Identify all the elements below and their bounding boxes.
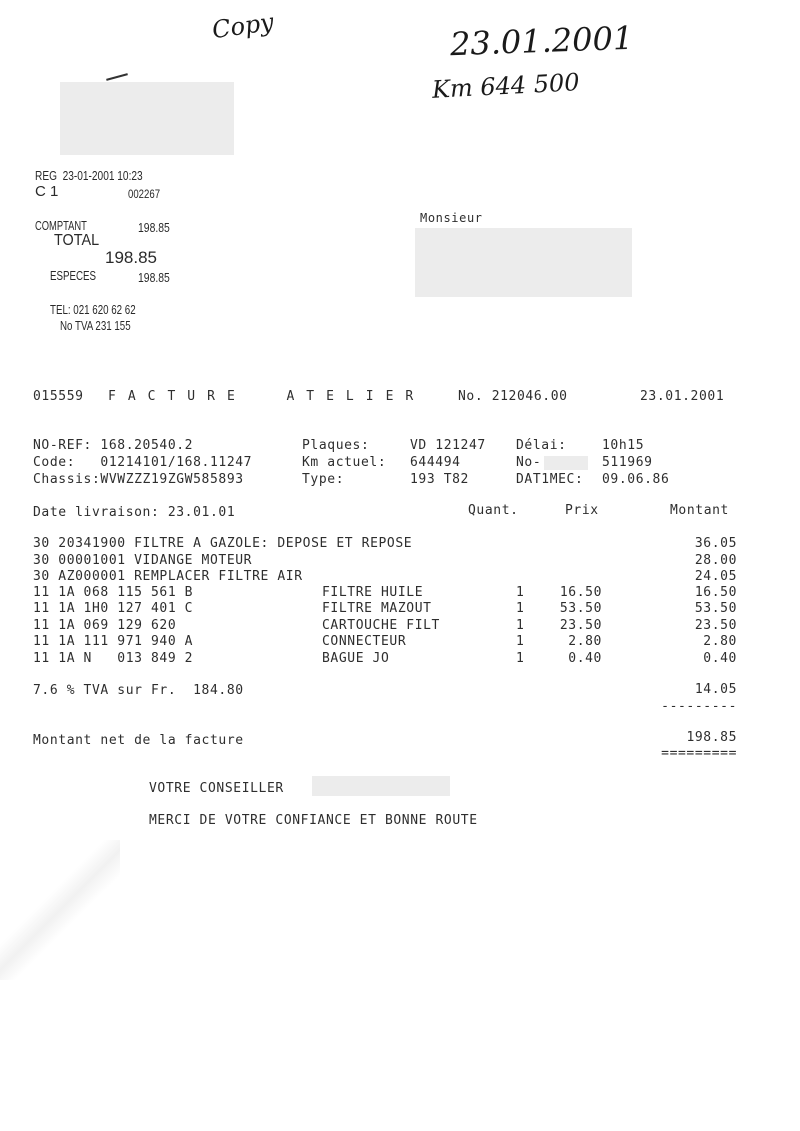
row-price: 0.40 — [568, 651, 602, 666]
votre-conseiller: VOTRE CONSEILLER — [149, 781, 284, 796]
row-amount: 28.00 — [694, 553, 737, 568]
receipt-c1: C 1 — [35, 183, 59, 200]
date-livraison: Date livraison: 23.01.01 — [33, 505, 236, 520]
invoice-code: 015559 — [33, 389, 84, 404]
row-desc: CONNECTEUR — [322, 634, 407, 649]
receipt-c1-number: 002267 — [128, 187, 161, 201]
info-delai-label: Délai: — [516, 438, 567, 453]
info-km-value: 644494 — [410, 455, 461, 470]
handwritten-km: Km 644 500 — [431, 68, 581, 104]
info-chassis: Chassis:WVWZZZ19ZGW585893 — [33, 472, 244, 487]
double-separator: ========= — [661, 746, 737, 761]
redacted-customer — [415, 228, 632, 297]
row-ref: 30 AZ000001 REMPLACER FILTRE AIR — [33, 569, 303, 584]
invoice-date: 23.01.2001 — [640, 389, 725, 404]
receipt-tva: No TVA 231 155 — [60, 318, 131, 333]
row-qty: 1 — [516, 601, 525, 616]
receipt-comptant-value: 198.85 — [138, 220, 170, 235]
row-desc: FILTRE HUILE — [322, 585, 424, 600]
merci-message: MERCI DE VOTRE CONFIANCE ET BONNE ROUTE — [149, 813, 478, 828]
info-km-label: Km actuel: — [302, 455, 387, 470]
row-qty: 1 — [516, 651, 525, 666]
row-price: 16.50 — [559, 585, 602, 600]
invoice-title: FACTURE ATELIER — [108, 389, 426, 404]
paper-crease — [0, 840, 120, 980]
col-montant: Montant — [670, 503, 729, 518]
pen-mark — [106, 73, 128, 81]
redacted-advisor — [312, 776, 450, 796]
row-desc: FILTRE MAZOUT — [322, 601, 432, 616]
handwritten-copy: Copy — [210, 7, 276, 45]
row-ref: 11 1A 111 971 940 A — [33, 634, 194, 649]
row-desc: CARTOUCHE FILT — [322, 618, 440, 633]
tva-line: 7.6 % TVA sur Fr. 184.80 — [33, 683, 244, 698]
row-amount: 53.50 — [694, 601, 737, 616]
redacted-address — [60, 82, 234, 155]
row-amount: 16.50 — [694, 585, 737, 600]
info-plaques-label: Plaques: — [302, 438, 370, 453]
info-datimec-value: 09.06.86 — [602, 472, 670, 487]
row-ref: 11 1A 1H0 127 401 C — [33, 601, 194, 616]
row-qty: 1 — [516, 634, 525, 649]
info-datimec-label: DAT1MEC: — [516, 472, 584, 487]
row-amount: 36.05 — [694, 536, 737, 551]
row-amount: 24.05 — [694, 569, 737, 584]
info-plaques-value: VD 121247 — [410, 438, 486, 453]
tva-amount: 14.05 — [694, 682, 737, 697]
row-ref: 11 1A N 013 849 2 — [33, 651, 194, 666]
dash-separator: --------- — [661, 699, 737, 714]
row-amount: 23.50 — [694, 618, 737, 633]
info-no-value: 511969 — [602, 455, 653, 470]
invoice-number: No. 212046.00 — [458, 389, 568, 404]
row-qty: 1 — [516, 618, 525, 633]
row-qty: 1 — [516, 585, 525, 600]
row-ref: 11 1A 068 115 561 B — [33, 585, 194, 600]
receipt-total-value: 198.85 — [105, 248, 157, 267]
info-type-label: Type: — [302, 472, 345, 487]
info-code: Code: 01214101/168.11247 — [33, 455, 253, 470]
receipt-tel: TEL: 021 620 62 62 — [50, 302, 136, 317]
receipt-comptant-label: COMPTANT — [35, 218, 87, 233]
receipt-reg-line: REG 23-01-2001 10:23 — [35, 168, 143, 183]
row-price: 23.50 — [559, 618, 602, 633]
row-desc: BAGUE JO — [322, 651, 390, 666]
row-amount: 0.40 — [703, 651, 737, 666]
net-label: Montant net de la facture — [33, 733, 244, 748]
info-delai-value: 10h15 — [602, 438, 645, 453]
receipt-especes-label: ESPECES — [50, 268, 97, 283]
row-ref: 30 20341900 FILTRE A GAZOLE: DEPOSE ET REPOSE — [33, 536, 413, 551]
net-amount: 198.85 — [686, 730, 737, 745]
receipt-total-label: TOTAL — [54, 232, 100, 249]
info-type-value: 193 T82 — [410, 472, 469, 487]
customer-salutation: Monsieur — [420, 211, 483, 225]
row-ref: 30 00001001 VIDANGE MOTEUR — [33, 553, 253, 568]
row-price: 2.80 — [568, 634, 602, 649]
col-prix: Prix — [565, 503, 599, 518]
row-ref: 11 1A 069 129 620 — [33, 618, 177, 633]
info-noref: NO-REF: 168.20540.2 — [33, 438, 194, 453]
row-amount: 2.80 — [703, 634, 737, 649]
handwritten-date: 23.01.2001 — [449, 18, 634, 64]
info-no-label: No- — [516, 455, 542, 470]
row-price: 53.50 — [559, 601, 602, 616]
col-quant: Quant. — [468, 503, 519, 518]
receipt-especes-value: 198.85 — [138, 270, 170, 285]
redacted-no — [544, 456, 588, 470]
